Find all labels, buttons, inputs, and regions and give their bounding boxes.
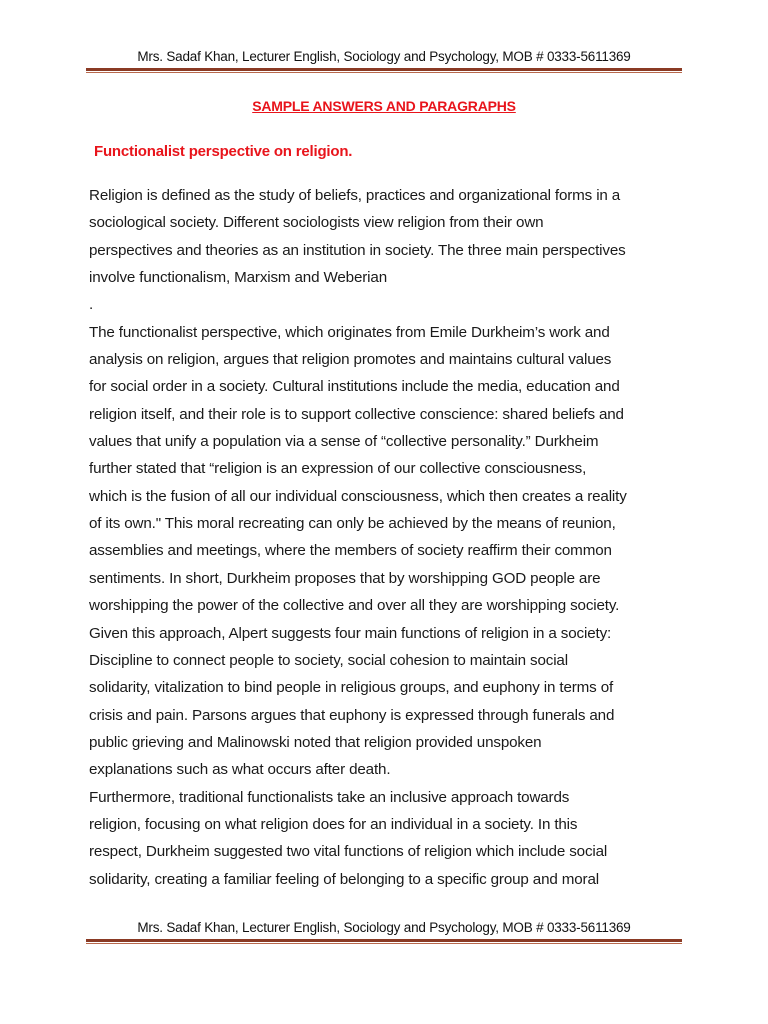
document-title: SAMPLE ANSWERS AND PARAGRAPHS — [252, 98, 516, 114]
body-line: analysis on religion, argues that religion promotes and maintains cultural values — [89, 351, 612, 369]
body-line: for social order in a society. Cultural institutions include the media, education and — [89, 378, 620, 396]
footer-rule-thin — [86, 943, 682, 944]
body-line: Religion is defined as the study of beliefs, practices and organizational forms in a — [89, 187, 621, 204]
body-line: crisis and pain. Parsons argues that euphony is expressed through funerals and — [89, 706, 615, 724]
body-line: sentiments. In short, Durkheim proposes that by worshipping GOD people are — [89, 569, 601, 587]
page-footer: Mrs. Sadaf Khan, Lecturer English, Sociology and Psychology, MOB # 0333-5611369 — [137, 920, 631, 935]
header-rule-thin — [86, 72, 682, 73]
body-text — [89, 182, 689, 893]
header-rule — [86, 68, 682, 73]
body-line: perspectives and theories as an institution in society. The three main perspectives — [89, 241, 626, 259]
section-heading: Functionalist perspective on religion. — [94, 143, 353, 160]
body-line: of its own." This moral recreating can only be achieved by the means of reunion, — [89, 515, 616, 533]
body-line: religion, focusing on what religion does for an individual in a society. In this — [89, 815, 578, 833]
body-line: further stated that “religion is an expression of our collective consciousness, — [89, 460, 587, 478]
body-line: explanations such as what occurs after death. — [89, 761, 391, 779]
body-line: worshipping the power of the collective and over all they are worshipping society. — [89, 597, 620, 615]
body-line: Furthermore, traditional functionalists take an inclusive approach towards — [89, 788, 570, 806]
header-rule-thick — [86, 68, 682, 71]
body-line: . — [89, 296, 94, 314]
body-line: values that unify a population via a sense of “collective personality.” Durkheim — [89, 433, 599, 451]
body-line: The functionalist perspective, which originates from Emile Durkheim’s work and — [89, 323, 610, 341]
body-line: sociological society. Different sociologists view religion from their own — [89, 214, 544, 232]
body-line: solidarity, vitalization to bind people in religious groups, and euphony in terms of — [89, 679, 614, 697]
footer-rule-thick — [86, 939, 682, 942]
footer-rule — [86, 939, 682, 944]
body-line: assemblies and meetings, where the members of society reaffirm their common — [89, 542, 612, 560]
body-line: involve functionalism, Marxism and Weberian — [89, 269, 387, 287]
body-line: religion itself, and their role is to support collective conscience: shared beliefs and — [89, 405, 624, 423]
body-line: solidarity, creating a familiar feeling of belonging to a specific group and moral — [89, 870, 599, 888]
body-line: public grieving and Malinowski noted that religion provided unspoken — [89, 733, 542, 751]
body-line: Discipline to connect people to society, social cohesion to maintain social — [89, 651, 568, 669]
body-line: respect, Durkheim suggested two vital functions of religion which include social — [89, 843, 608, 861]
body-line: Given this approach, Alpert suggests four main functions of religion in a society: — [89, 624, 612, 642]
page-header: Mrs. Sadaf Khan, Lecturer English, Sociology and Psychology, MOB # 0333-5611369 — [137, 49, 631, 64]
body-line: which is the fusion of all our individual consciousness, which then creates a reality — [89, 487, 627, 505]
